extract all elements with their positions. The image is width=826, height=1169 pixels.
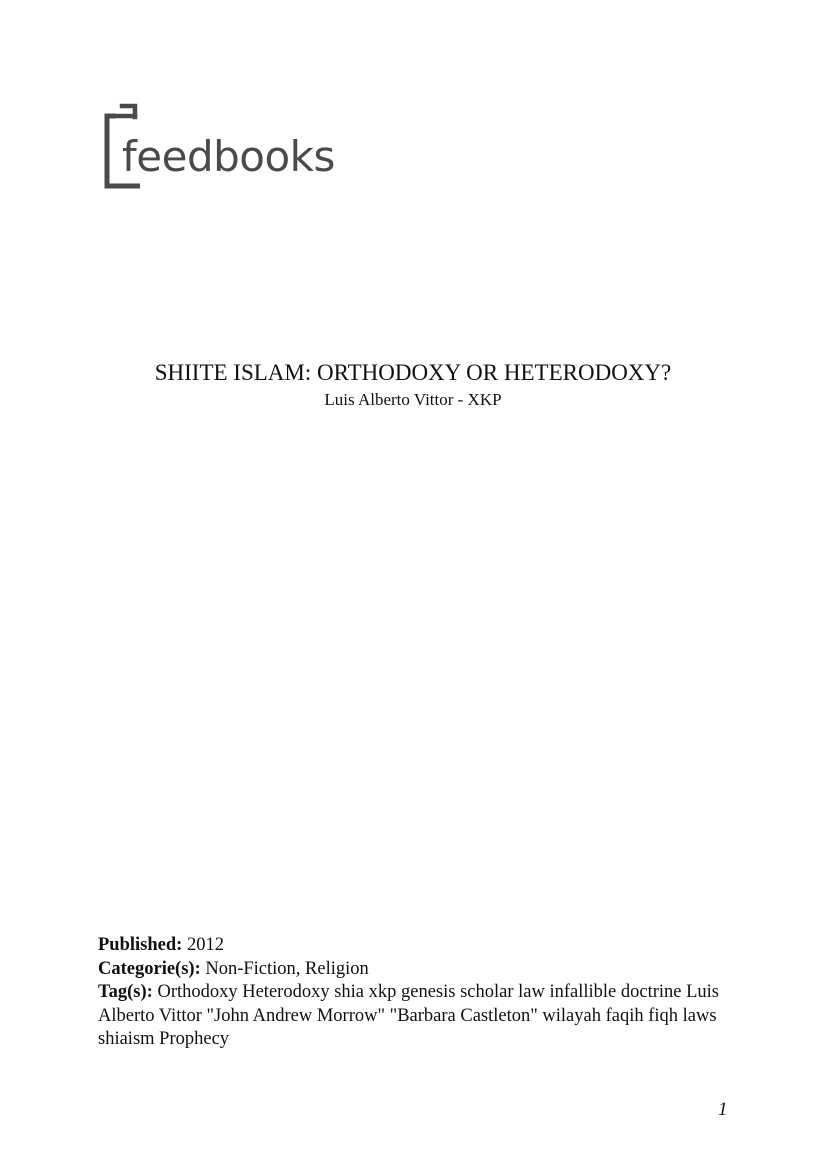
tags-line xyxy=(98,981,738,1052)
tags-value: Orthodoxy Heterodoxy shia xkp genesis scholar law infallible doctrine Luis Alberto Vittor "John Andrew Morrow" "Barbara Castleton" wilayah faqih fiqh laws shiaism Prophecy xyxy=(98,982,720,1049)
categories-line xyxy=(98,958,738,982)
book-metadata xyxy=(98,934,738,1052)
categories-value: Non-Fiction, Religion xyxy=(205,958,369,979)
published-label: Published: xyxy=(98,935,183,955)
book-author: Luis Alberto Vittor - XKP xyxy=(324,390,502,409)
book-title: SHIITE ISLAM: ORTHODOXY OR HETERODOXY? xyxy=(154,360,672,385)
page-number: 1 xyxy=(718,1099,728,1120)
feedbooks-logo xyxy=(104,103,354,191)
logo-wordmark: feedbooks xyxy=(122,132,335,181)
tags-label: Tag(s): xyxy=(98,982,153,1002)
published-line xyxy=(98,934,738,958)
categories-label: Categorie(s): xyxy=(98,958,201,979)
published-value: 2012 xyxy=(186,935,224,955)
